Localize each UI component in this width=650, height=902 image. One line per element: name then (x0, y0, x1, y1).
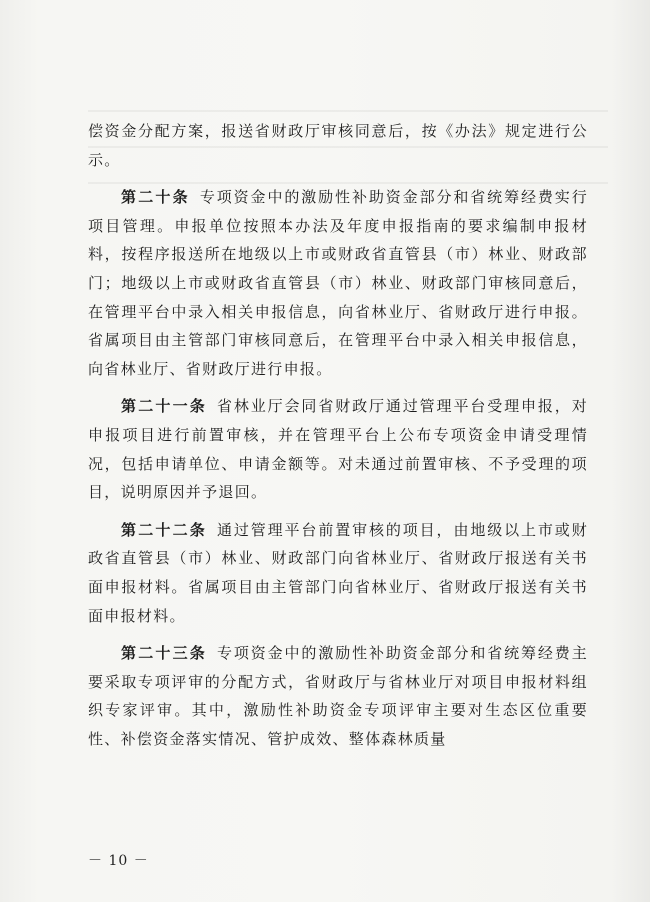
document-body (88, 117, 588, 753)
paragraph-text: 通过管理平台前置审核的项目，由地级以上市或财政省直管县（市）林业、财政部门向省林业厅、省财政厅报送有关书面申报材料。省属项目由主管部门向省林业厅、省财政厅报送有关书面申报材料。 (88, 520, 588, 625)
paragraph-article-20 (88, 183, 588, 383)
paragraph-continuation (88, 117, 588, 174)
article-heading: 第二十一条 (121, 397, 207, 416)
page-number: － 10 － (88, 853, 149, 869)
paragraph-article-21 (88, 392, 588, 506)
paragraph-text: 省林业厅会同省财政厅通过管理平台受理申报，对申报项目进行前置审核，并在管理平台上公布专项资金申请受理情况，包括申请单位、申请金额等。对未通过前置审核、不予受理的项目，说明原因并予退回。 (88, 397, 588, 502)
paragraph-text: 专项资金中的激励性补助资金部分和省统筹经费实行项目管理。申报单位按照本办法及年度申报指南的要求编制申报材料，按程序报送所在地级以上市或财政省直管县（市）林业、财政部门；地级以上市或财政省直管县（市）林业、财政部门审核同意后，在管理平台中录入相关申报信息，向省林业厅、省财政厅进行申报。省属项目由主管部门审核同意后，在管理平台中录入相关申报信息，向省林业厅、省财政厅进行申报。 (88, 188, 589, 378)
paragraph-text: 专项资金中的激励性补助资金部分和省统筹经费主要采取专项评审的分配方式，省财政厅与省林业厅对项目申报材料组织专家评审。其中，激励性补助资金专项评审主要对生态区位重要性、补偿资金落实情况、管护成效、整体森林质量 (88, 644, 588, 748)
paragraph-text: 偿资金分配方案，报送省财政厅审核同意后，按《办法》规定进行公示。 (88, 122, 588, 169)
paragraph-article-22 (88, 516, 588, 630)
article-heading: 第二十三条 (121, 644, 207, 663)
paragraph-article-23 (88, 639, 588, 753)
article-heading: 第二十条 (121, 188, 190, 207)
article-heading: 第二十二条 (121, 520, 207, 539)
